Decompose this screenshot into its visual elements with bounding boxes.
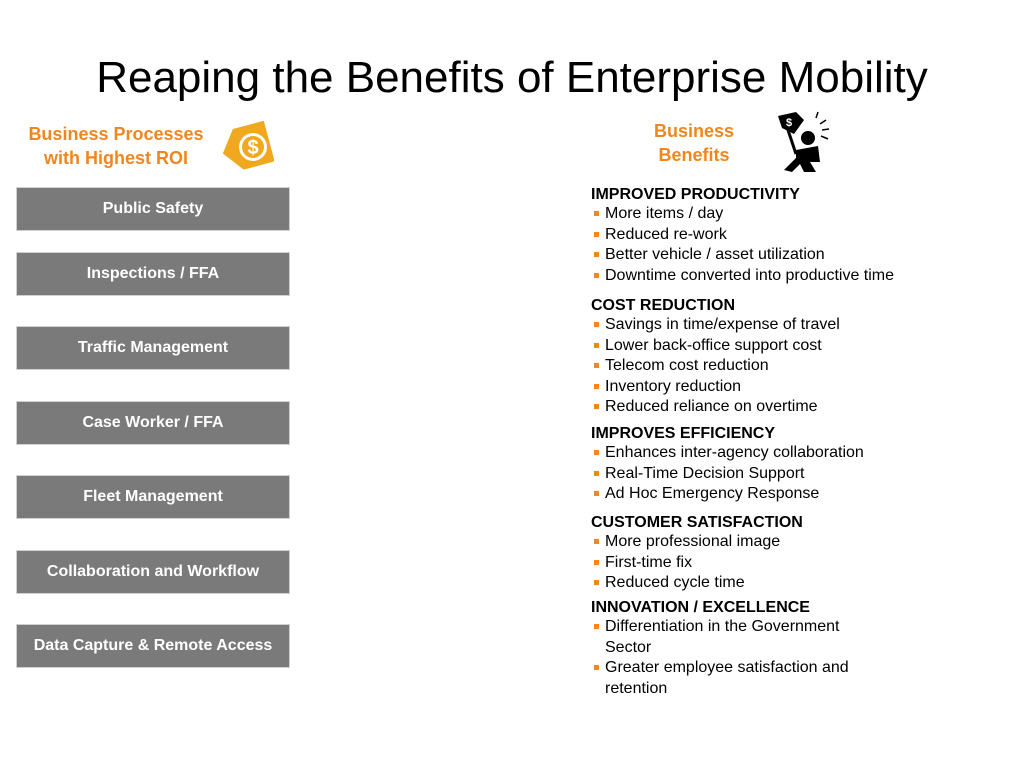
benefit-item-text: More items / day: [605, 205, 724, 222]
benefit-item: [591, 617, 881, 658]
flag-waving-person-icon: [774, 110, 830, 176]
bullet-icon: [594, 232, 599, 237]
benefits-header-line2: Benefits: [658, 145, 730, 165]
svg-text:$: $: [247, 137, 259, 159]
benefit-item-text: More professional image: [605, 533, 781, 550]
benefit-item: [591, 336, 1011, 357]
bullet-icon: [594, 624, 599, 629]
bullet-icon: [594, 363, 599, 368]
benefit-section-customer-satisfaction: [591, 513, 1011, 594]
benefit-item: [591, 484, 1011, 505]
bullet-icon: [594, 404, 599, 409]
benefit-section-productivity: [591, 185, 1011, 286]
processes-header-line1: Business Processes: [28, 124, 204, 144]
benefit-item-text: Enhances inter-agency collaboration: [605, 444, 864, 461]
bullet-icon: [594, 252, 599, 257]
benefit-item-text: Inventory reduction: [605, 377, 742, 395]
bullet-icon: [594, 384, 599, 389]
dollar-tag-icon: [220, 120, 274, 174]
bullet-icon: [594, 211, 599, 216]
benefit-item: [591, 315, 1011, 336]
benefit-list: [591, 443, 1011, 505]
slide-title: Reaping the Benefits of Enterprise Mobility: [96, 53, 928, 102]
benefit-item-text: Reduced cycle time: [605, 574, 745, 591]
svg-text:$: $: [785, 117, 793, 129]
benefit-item-text: Telecom cost reduction: [605, 357, 769, 374]
benefit-item: [591, 356, 1011, 377]
bullet-icon: [594, 322, 599, 327]
benefit-item: [591, 573, 1011, 594]
benefit-item: [591, 377, 1011, 398]
benefit-list: [591, 315, 1011, 418]
bullet-icon: [594, 539, 599, 544]
bullet-icon: [594, 580, 599, 585]
bullet-icon: [594, 560, 599, 565]
benefit-list: [591, 617, 881, 699]
benefit-heading: INNOVATION / EXCELLENCE: [591, 599, 810, 616]
process-button-traffic-management[interactable]: Traffic Management: [16, 326, 290, 370]
benefit-item-text: Better vehicle / asset utilization: [605, 246, 825, 263]
processes-header: [8, 122, 224, 170]
benefit-heading: CUSTOMER SATISFACTION: [591, 514, 803, 531]
benefits-header-line1: Business: [653, 121, 735, 141]
benefit-list: [591, 532, 1011, 594]
benefit-item-text: Differentiation in the Government Sector: [605, 618, 840, 656]
process-button-data-capture[interactable]: Data Capture & Remote Access: [16, 624, 290, 668]
process-button-inspections[interactable]: Inspections / FFA: [16, 252, 290, 296]
benefit-heading: COST REDUCTION: [591, 297, 735, 314]
bullet-icon: [594, 273, 599, 278]
benefit-item-text: First-time fix: [605, 553, 693, 571]
benefit-item-text: Lower back-office support cost: [605, 336, 822, 354]
benefit-heading: IMPROVES EFFICIENCY: [591, 425, 776, 442]
benefit-item: [591, 225, 1011, 246]
benefit-item: [591, 443, 1011, 464]
benefit-item: [591, 204, 1011, 225]
bullet-icon: [594, 450, 599, 455]
benefit-item: [591, 532, 1011, 553]
benefit-list: [591, 204, 1011, 286]
benefits-header: [640, 119, 748, 167]
benefit-item-text: Ad Hoc Emergency Response: [605, 485, 820, 502]
benefit-item: [591, 464, 1011, 485]
benefit-item: [591, 266, 1011, 287]
benefit-item-text: Savings in time/expense of travel: [605, 316, 840, 333]
benefit-item: [591, 397, 1011, 418]
benefit-item-text: Reduced re-work: [605, 225, 727, 243]
benefit-heading: IMPROVED PRODUCTIVITY: [591, 186, 800, 203]
process-button-collaboration-workflow[interactable]: Collaboration and Workflow: [16, 550, 290, 594]
benefit-item-text: Downtime converted into productive time: [605, 266, 895, 284]
benefit-item-text: Greater employee satisfaction and retention: [605, 659, 849, 697]
benefit-item-text: Real-Time Decision Support: [605, 464, 805, 482]
bullet-icon: [594, 471, 599, 476]
process-button-public-safety[interactable]: Public Safety: [16, 187, 290, 231]
benefit-section-innovation: [591, 598, 1011, 699]
benefit-item: [591, 245, 1011, 266]
process-button-case-worker[interactable]: Case Worker / FFA: [16, 401, 290, 445]
benefit-section-efficiency: [591, 424, 1011, 505]
benefit-item: [591, 553, 1011, 574]
processes-header-line2: with Highest ROI: [44, 148, 188, 168]
bullet-icon: [594, 343, 599, 348]
process-button-fleet-management[interactable]: Fleet Management: [16, 475, 290, 519]
benefit-item: [591, 658, 881, 699]
benefit-item-text: Reduced reliance on overtime: [605, 398, 818, 415]
bullet-icon: [594, 665, 599, 670]
bullet-icon: [594, 491, 599, 496]
benefit-section-cost-reduction: [591, 296, 1011, 418]
